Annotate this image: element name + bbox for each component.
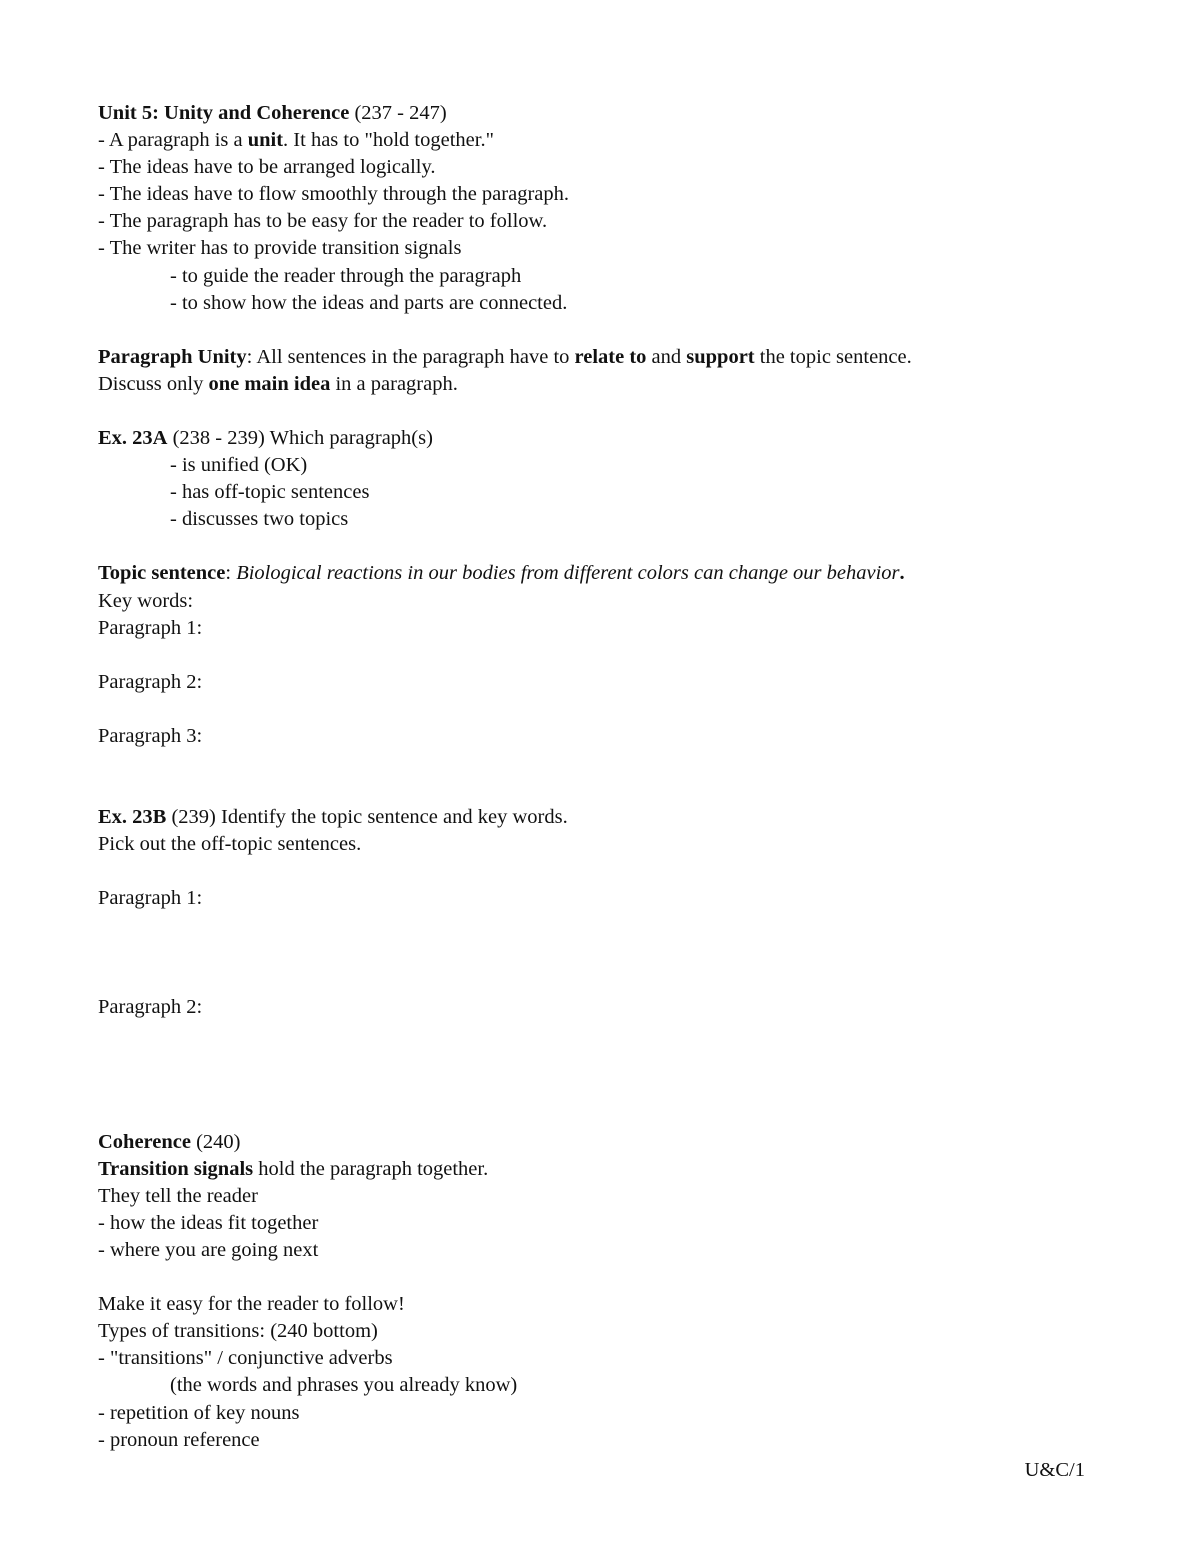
- unity-text-2: and: [646, 346, 687, 368]
- transition-types-line: Types of transitions: (240 bottom): [98, 1320, 378, 1342]
- unity-line-2-bold: one main idea: [208, 373, 331, 395]
- transition-type-1: - "transitions" / conjunctive adverbs: [98, 1347, 393, 1369]
- topic-sentence-line: [98, 560, 905, 587]
- unit-point-2: - The ideas have to be arranged logically.: [98, 156, 436, 178]
- unity-line-1: [98, 344, 912, 371]
- ex23b-line-2: Pick out the off-topic sentences.: [98, 833, 362, 855]
- unit-point-1-post: . It has to "hold together.": [283, 129, 494, 151]
- unit-point-5: - The writer has to provide transition signals: [98, 237, 462, 259]
- unit-subpoint-2: - to show how the ideas and parts are connected.: [170, 292, 568, 314]
- transition-signals-line: [98, 1156, 488, 1183]
- transition-type-3: - pronoun reference: [98, 1429, 260, 1451]
- coherence-heading: Coherence: [98, 1131, 191, 1153]
- unity-text-1: : All sentences in the paragraph have to: [246, 346, 575, 368]
- unit-title-pages: (237 - 247): [349, 102, 447, 124]
- ex23a-item-3: - discusses two topics: [170, 508, 349, 530]
- topic-sentence-label: Topic sentence: [98, 562, 226, 584]
- key-words-label: Key words:: [98, 590, 194, 612]
- coherence-bullet-2: - where you are going next: [98, 1239, 319, 1261]
- transition-type-2: - repetition of key nouns: [98, 1402, 300, 1424]
- unity-line-2-pre: Discuss only: [98, 373, 209, 395]
- unity-line-2-post: in a paragraph.: [330, 373, 458, 395]
- topic-colon: :: [225, 562, 237, 584]
- topic-paragraph-2: Paragraph 2:: [98, 671, 203, 693]
- ex23a-text: (238 - 239) Which paragraph(s): [167, 427, 433, 449]
- ex23a-item-2: - has off-topic sentences: [170, 481, 370, 503]
- unity-text-3: the topic sentence.: [754, 346, 912, 368]
- unit-point-4: - The paragraph has to be easy for the reader to follow.: [98, 210, 548, 232]
- ex23a-line: [98, 425, 433, 452]
- ex23b-label: Ex. 23B: [98, 806, 167, 828]
- coherence-bullet-1: - how the ideas fit together: [98, 1212, 319, 1234]
- unity-heading: Paragraph Unity: [98, 346, 247, 368]
- ex23a-item-1: - is unified (OK): [170, 454, 308, 476]
- unit-point-3: - The ideas have to flow smoothly through the paragraph.: [98, 183, 569, 205]
- unit-point-1: [98, 127, 494, 154]
- topic-paragraph-1: Paragraph 1:: [98, 617, 203, 639]
- tell-reader-line: They tell the reader: [98, 1185, 258, 1207]
- transition-signals-label: Transition signals: [98, 1158, 254, 1180]
- topic-paragraph-3: Paragraph 3:: [98, 725, 203, 747]
- make-it-easy-line: Make it easy for the reader to follow!: [98, 1293, 405, 1315]
- unit-point-1-pre: - A paragraph is a: [98, 129, 248, 151]
- coherence-pages: (240): [190, 1131, 241, 1153]
- transition-signals-text: hold the paragraph together.: [253, 1158, 489, 1180]
- coherence-heading-line: [98, 1129, 241, 1156]
- unity-line-2: [98, 371, 458, 398]
- ex23b-text: (239) Identify the topic sentence and key words.: [166, 806, 568, 828]
- ex23b-paragraph-2: Paragraph 2:: [98, 996, 203, 1018]
- ex23b-paragraph-1: Paragraph 1:: [98, 887, 203, 909]
- page-number: U&C/1: [1024, 1459, 1085, 1481]
- unit-point-1-bold: unit: [247, 129, 284, 151]
- transition-type-1-note: (the words and phrases you already know): [170, 1374, 518, 1396]
- ex23b-line: [98, 804, 568, 831]
- unit-title: Unit 5: Unity and Coherence: [98, 102, 350, 124]
- unity-bold-1: relate to: [574, 346, 647, 368]
- topic-sentence-text: Biological reactions in our bodies from different colors can change our behavior: [236, 562, 900, 584]
- ex23a-label: Ex. 23A: [98, 427, 168, 449]
- unit-subpoint-1: - to guide the reader through the paragraph: [170, 265, 522, 287]
- unity-bold-2: support: [686, 346, 755, 368]
- unit-title-line: [98, 100, 447, 127]
- topic-period: .: [899, 562, 905, 584]
